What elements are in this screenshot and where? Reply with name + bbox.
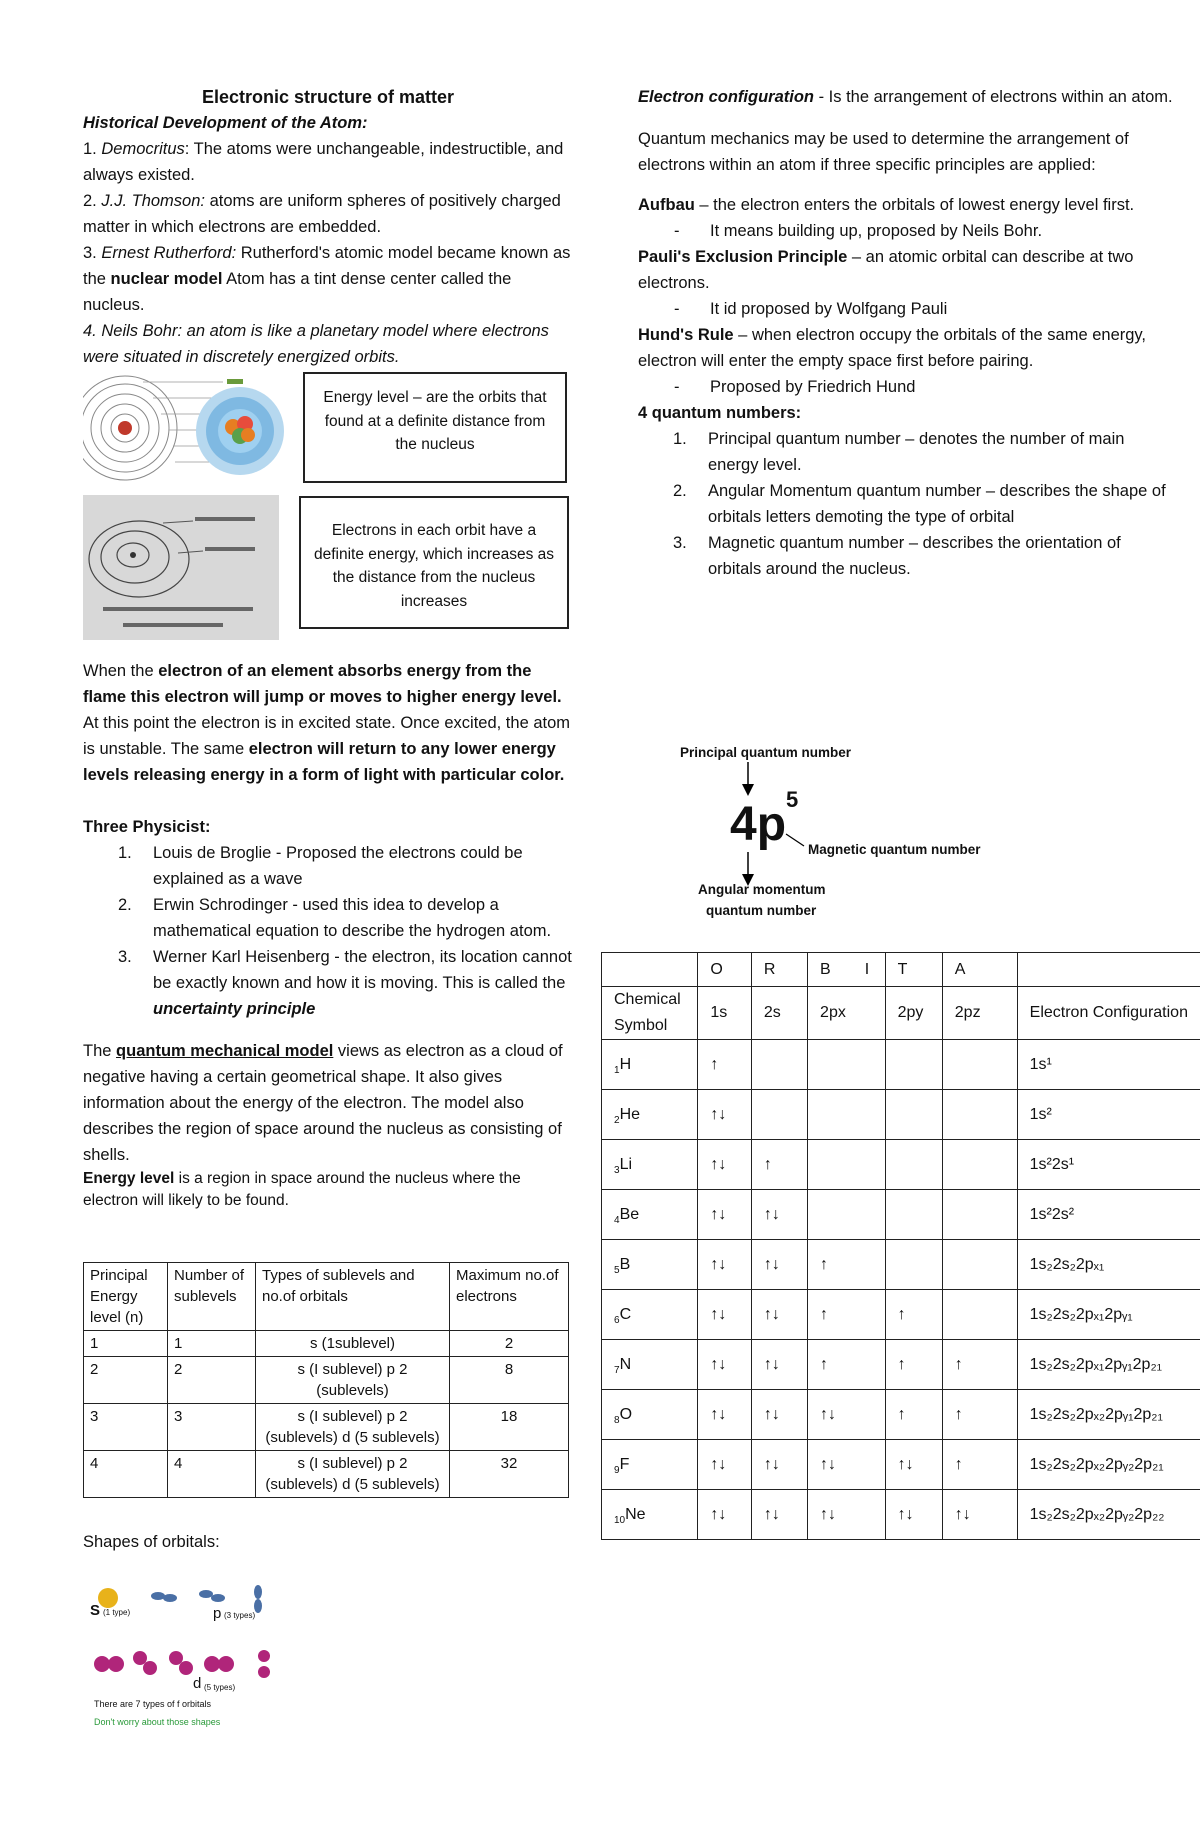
table-cell [885, 1340, 942, 1390]
table-cell: 2 [84, 1357, 168, 1404]
electron-configuration: 1s²2s² [1029, 1205, 1075, 1223]
bold-text-run: electron of an element absorbs energy from the flame this electron will jump or moves to higher energy level. [83, 662, 562, 706]
table-row [602, 1140, 1200, 1190]
orbital-arrows: ↑↓ [763, 1355, 780, 1373]
table-row [602, 1040, 1200, 1090]
table-cell: 18 [450, 1404, 569, 1451]
orbital-arrows: ↑↓ [710, 1355, 727, 1373]
electron-configuration: 1s¹ [1029, 1055, 1052, 1073]
column-header: Number of sublevels [168, 1263, 256, 1331]
electron-configuration-term: Electron configuration [638, 88, 815, 106]
table-cell [885, 1290, 942, 1340]
orbital-arrows: ↑ [897, 1355, 906, 1373]
electron-configuration: 1s₂2s₂2pₓ₁2pᵧ₁2p₂₁ [1029, 1355, 1163, 1373]
table-cell [602, 1290, 698, 1340]
note-text: Proposed by Friedrich Hund [710, 378, 916, 396]
history-item-text: : The atoms were unchangeable, indestructible, and always existed. [83, 140, 564, 184]
table-cell [698, 1390, 752, 1440]
element-symbol: F [619, 1455, 630, 1473]
table-row [602, 1290, 1200, 1340]
banner-letter: R [751, 953, 807, 987]
table-cell [942, 1090, 1017, 1140]
text-run: Werner Karl Heisenberg - the electron, its location cannot be exactly known and how it is moving. This is called the [153, 948, 572, 992]
scientist-name: J.J. Thomson: [101, 192, 205, 210]
aufbau-note [638, 218, 1178, 244]
table-cell: 4 [84, 1451, 168, 1498]
scientist-name: Neils Bohr [101, 322, 178, 340]
banner-letter: O [698, 953, 752, 987]
nuclear-model-term: nuclear model [110, 270, 223, 288]
orbital-arrows: ↑ [954, 1355, 963, 1373]
energy-levels-table [83, 1262, 569, 1498]
electron-configuration: 1s₂2s₂2pₓ₁2pᵧ₁ [1029, 1305, 1133, 1323]
table-row [84, 1451, 569, 1498]
pauli-principle [638, 244, 1178, 296]
table-cell [602, 1140, 698, 1190]
orbital-arrows: ↑↓ [710, 1155, 727, 1173]
dash-bullet: - [674, 300, 680, 318]
table-cell [885, 1090, 942, 1140]
orbital-arrows: ↑↓ [710, 1405, 727, 1423]
atomic-number: 4 [614, 1214, 620, 1226]
energy-level-definition [83, 1168, 573, 1212]
text-run: At this point the electron is in excited state. Once excited, the atom is unstable. The same [83, 714, 571, 758]
orbital-arrows: ↑ [763, 1155, 772, 1173]
element-symbol: N [619, 1355, 632, 1373]
atomic-number: 8 [614, 1414, 620, 1426]
table-cell [942, 1140, 1017, 1190]
d-orbital-note: (5 types) [204, 1683, 236, 1692]
banner-letter: B [820, 960, 831, 978]
history-item-2 [83, 188, 573, 240]
s-orbital-note: (1 type) [103, 1608, 131, 1617]
table-cell [942, 1240, 1017, 1290]
shapes-caption: Don't worry about those shapes [94, 1717, 221, 1727]
table-cell [698, 1440, 752, 1490]
note-text: It id proposed by Wolfgang Pauli [710, 300, 948, 318]
atomic-number: 2 [614, 1114, 620, 1126]
orbital-arrows: ↑↓ [710, 1105, 727, 1123]
p-orbital-note: (3 types) [224, 1611, 256, 1620]
bold-text-run: electron will return to any lower energy levels releasing energy in a form of light with particular color. [83, 740, 565, 784]
table-cell: 2 [450, 1331, 569, 1357]
history-item-text: atoms are uniform spheres of positively charged matter in which electrons are embedded. [83, 192, 561, 236]
orbital-arrows: ↑↓ [710, 1305, 727, 1323]
uncertainty-principle-term: uncertainty principle [153, 1000, 316, 1018]
table-cell [1017, 1390, 1200, 1440]
column-header: 1s [698, 987, 752, 1040]
shapes-label: Shapes of orbitals: [83, 1533, 220, 1551]
column-header: 2py [885, 987, 942, 1040]
orbital-arrows: ↑↓ [897, 1505, 914, 1523]
left-column [83, 84, 573, 370]
table-cell [808, 1140, 886, 1190]
list-item [638, 478, 1178, 530]
electron-configuration: 1s² [1029, 1105, 1052, 1123]
element-symbol: He [619, 1105, 641, 1123]
table-cell [1017, 1290, 1200, 1340]
dash-bullet: - [674, 378, 680, 396]
list-item [83, 892, 573, 944]
list-number: 1. [673, 430, 687, 448]
element-symbol: Ne [625, 1505, 646, 1523]
text-run: views as electron as a cloud of negative having a certain geometrical shape. It also gives information about the energy of the electron. The model also describes the region of space around the nucleus as consisting of shells. [83, 1042, 563, 1164]
history-item-text: : an atom is like a planetary model where electrons were situated in discretely energized orbits. [83, 322, 549, 366]
table-cell: 1 [168, 1331, 256, 1357]
quantum-model-term: quantum mechanical model [116, 1042, 334, 1060]
table-cell [942, 1390, 1017, 1440]
electron-orbit-callout: Electrons in each orbit have a definite energy, which increases as the distance from the nucleus increases [299, 496, 569, 629]
column-header: Maximum no.of electrons [450, 1263, 569, 1331]
text-run: – when electron occupy the orbitals of the same energy, electron will enter the empty space first before pairing. [638, 326, 1147, 370]
orbital-arrows: ↑ [820, 1355, 829, 1373]
table-cell [602, 1190, 698, 1240]
list-item [638, 426, 1178, 478]
table-cell [602, 953, 698, 987]
physicist-heading: Three Physicist: [83, 818, 211, 836]
orbital-arrows: ↑↓ [763, 1505, 780, 1523]
table-cell: s (I sublevel) p 2 (sublevels) d (5 sublevels) [256, 1451, 450, 1498]
column-header: Principal Energy level (n) [84, 1263, 168, 1331]
column-header: 2s [751, 987, 807, 1040]
list-number: 1. [118, 844, 132, 862]
column-header: Electron Configuration [1017, 987, 1200, 1040]
table-row [602, 1440, 1200, 1490]
element-symbol: Be [619, 1205, 640, 1223]
atomic-number: 5 [614, 1264, 620, 1276]
electron-configuration: 1s₂2s₂2pₓ₂2pᵧ₂2p₂₁ [1029, 1455, 1164, 1473]
table-cell [885, 1190, 942, 1240]
element-symbol: O [619, 1405, 633, 1423]
list-number: 3. [673, 534, 687, 552]
table-cell [751, 1240, 807, 1290]
table-row [84, 1404, 569, 1451]
table-cell [808, 1390, 886, 1440]
orbital-arrows: ↑↓ [710, 1455, 727, 1473]
table-cell [698, 1190, 752, 1240]
magnetic-quantum-label: Magnetic quantum number [808, 842, 981, 857]
table-cell [885, 1240, 942, 1290]
table-cell [751, 1140, 807, 1190]
table-cell: s (1sublevel) [256, 1331, 450, 1357]
orbital-arrows: ↑↓ [820, 1405, 837, 1423]
table-cell [698, 1140, 752, 1190]
list-text: Erwin Schrodinger - used this idea to develop a mathematical equation to describe the hydrogen atom. [153, 896, 552, 940]
energy-level-term: Energy level [83, 1170, 175, 1187]
energy-level-callout: Energy level – are the orbits that found at a definite distance from the nucleus [303, 372, 567, 483]
atomic-number: 9 [614, 1464, 620, 1476]
list-text: Magnetic quantum number – describes the orientation of orbitals around the nucleus. [708, 534, 1121, 578]
list-text: Principal quantum number – denotes the number of main energy level. [708, 430, 1125, 474]
table-cell [885, 1040, 942, 1090]
table-cell [942, 1040, 1017, 1090]
list-item [83, 840, 573, 892]
electron-count-superscript: 5 [786, 787, 799, 812]
banner-letter: A [942, 953, 1017, 987]
element-symbol: Li [619, 1155, 633, 1173]
table-cell: s (I sublevel) p 2 (sublevels) d (5 sublevels) [256, 1404, 450, 1451]
orbital-arrows: ↑↓ [710, 1205, 727, 1223]
angular-quantum-label-2: quantum number [706, 903, 817, 918]
column-header: 2pz [942, 987, 1017, 1040]
table-cell [751, 1290, 807, 1340]
table-cell [808, 1440, 886, 1490]
table-cell [808, 1290, 886, 1340]
atomic-number: 3 [614, 1164, 620, 1176]
quantum-mechanics-paragraph: Quantum mechanics may be used to determine the arrangement of electrons within an atom if three specific principles are applied: [638, 130, 1129, 174]
table-row [602, 1190, 1200, 1240]
hund-rule [638, 322, 1178, 374]
list-item [83, 944, 573, 1022]
table-cell [808, 1040, 886, 1090]
table-cell [751, 1090, 807, 1140]
energy-level-sketch [83, 495, 279, 640]
history-item-1 [83, 136, 573, 188]
history-heading: Historical Development of the Atom: [83, 114, 368, 132]
orbital-arrows: ↑ [710, 1055, 719, 1073]
table-cell [885, 1490, 942, 1540]
table-cell [1017, 1490, 1200, 1540]
orbital-arrows: ↑↓ [954, 1505, 971, 1523]
table-row [602, 1390, 1200, 1440]
column-header: 2px [808, 987, 886, 1040]
list-item [638, 530, 1178, 582]
orbital-arrows: ↑↓ [763, 1305, 780, 1323]
scientist-name: Democritus [101, 140, 185, 158]
table-cell [942, 1490, 1017, 1540]
table-row [602, 1240, 1200, 1290]
electron-configuration: 1s₂2s₂2pₓ₁ [1029, 1255, 1105, 1273]
quantum-numbers-list [638, 426, 1178, 582]
history-item-number: 1. [83, 140, 102, 158]
table-cell [942, 1190, 1017, 1240]
table-cell [698, 1040, 752, 1090]
orbital-rows [602, 1040, 1200, 1540]
history-item-number: 3. [83, 244, 102, 262]
column-header: Chemical Symbol [602, 987, 698, 1040]
history-item-3 [83, 240, 573, 318]
table-cell [808, 1240, 886, 1290]
electron-configuration: 1s²2s¹ [1029, 1155, 1075, 1173]
table-cell [698, 1490, 752, 1540]
text-run: is a region in space around the nucleus where the electron will likely to be found. [83, 1170, 521, 1209]
quantum-notation [730, 787, 799, 853]
table-cell [751, 1390, 807, 1440]
table-cell [698, 1290, 752, 1340]
orbital-arrows: ↑ [954, 1455, 963, 1473]
history-item-text: Atom has a tint dense center called the nucleus. [83, 270, 512, 314]
table-cell [942, 1340, 1017, 1390]
orbital-arrows: ↑↓ [763, 1205, 780, 1223]
list-text: Louis de Broglie - Proposed the electrons could be explained as a wave [153, 844, 523, 888]
element-symbol: H [619, 1055, 632, 1073]
atomic-number: 10 [614, 1514, 626, 1526]
table-cell [885, 1140, 942, 1190]
table-cell [602, 1390, 698, 1440]
hund-term: Hund's Rule [638, 326, 734, 344]
table-cell [751, 1490, 807, 1540]
list-number: 3. [118, 948, 132, 966]
table-cell [751, 1340, 807, 1390]
table-cell [602, 1490, 698, 1540]
left-column-lower [83, 658, 573, 1212]
table-row [602, 1340, 1200, 1390]
pauli-term: Pauli's Exclusion Principle [638, 248, 848, 266]
table-cell [1017, 1190, 1200, 1240]
atomic-number: 1 [614, 1064, 620, 1076]
orbital-arrows: ↑↓ [763, 1455, 780, 1473]
table-cell: s (I sublevel) p 2 (sublevels) [256, 1357, 450, 1404]
aufbau-term: Aufbau [638, 196, 695, 214]
table-row [84, 1331, 569, 1357]
angular-quantum-label-1: Angular momentum [698, 882, 826, 897]
quantum-model-paragraph [83, 1038, 573, 1168]
note-text: It means building up, proposed by Neils Bohr. [710, 222, 1043, 240]
table-cell [1017, 1140, 1200, 1190]
table-cell [942, 1440, 1017, 1490]
principal-quantum-label: Principal quantum number [680, 745, 852, 760]
orbital-arrows: ↑↓ [897, 1455, 914, 1473]
atomic-number: 6 [614, 1314, 620, 1326]
s-orbital-label: S [90, 1602, 101, 1619]
right-column [638, 84, 1178, 582]
banner-letter: I [864, 960, 870, 978]
orbital-arrows: ↑↓ [710, 1505, 727, 1523]
aufbau-principle [638, 192, 1178, 218]
electron-configuration: 1s₂2s₂2pₓ₂2pᵧ₁2p₂₁ [1029, 1405, 1163, 1423]
excited-state-paragraph [83, 658, 573, 788]
orbital-diagram-table [601, 952, 1200, 1540]
electron-configuration-definition [638, 84, 1178, 110]
physicist-list [83, 840, 573, 1022]
orbital-arrows: ↑↓ [820, 1505, 837, 1523]
history-item-text: Rutherford's atomic model became known as the [83, 244, 571, 288]
table-cell [808, 1190, 886, 1240]
history-item-number: 2. [83, 192, 102, 210]
electron-configuration: 1s₂2s₂2pₓ₂2pᵧ₂2p₂₂ [1029, 1505, 1165, 1523]
table-cell [698, 1090, 752, 1140]
table-cell [1017, 1090, 1200, 1140]
table-cell [808, 1340, 886, 1390]
table-cell [602, 1440, 698, 1490]
table-cell [1017, 1440, 1200, 1490]
orbital-arrows: ↑ [897, 1305, 906, 1323]
table-cell [602, 1090, 698, 1140]
table-cell [885, 1390, 942, 1440]
table-header-row [602, 987, 1200, 1040]
text-run: The [83, 1042, 117, 1060]
pauli-note [638, 296, 1178, 322]
table-cell: 3 [168, 1404, 256, 1451]
orbital-arrows: ↑ [897, 1405, 906, 1423]
table-cell [751, 1190, 807, 1240]
history-item-4 [83, 318, 573, 370]
text-run: - Is the arrangement of electrons within an atom. [814, 88, 1173, 106]
scientist-name: Ernest Rutherford: [101, 244, 237, 262]
table-row [84, 1357, 569, 1404]
page-title: Electronic structure of matter [201, 87, 455, 107]
table-cell [602, 1040, 698, 1090]
table-cell [751, 1440, 807, 1490]
table-cell [885, 1440, 942, 1490]
list-text [153, 944, 573, 1022]
banner-letter: T [885, 953, 942, 987]
orbital-banner-row [602, 953, 1200, 987]
table-cell [808, 1090, 886, 1140]
table-cell: 2 [168, 1357, 256, 1404]
orbital-arrows: ↑ [954, 1405, 963, 1423]
orbital-arrows: ↑ [820, 1305, 829, 1323]
element-symbol: B [619, 1255, 631, 1273]
table-cell [751, 1040, 807, 1090]
element-symbol: C [619, 1305, 632, 1323]
column-header: Types of sublevels and no.of orbitals [256, 1263, 450, 1331]
d-orbital-label: d [193, 1675, 202, 1692]
text-run: – an atomic orbital can describe at two electrons. [638, 248, 1134, 292]
table-cell [942, 1290, 1017, 1340]
orbital-arrows: ↑↓ [710, 1255, 727, 1273]
table-cell [1017, 1240, 1200, 1290]
table-cell: 3 [84, 1404, 168, 1451]
table-cell: 4 [168, 1451, 256, 1498]
atom-3d-model-image [195, 372, 285, 490]
list-text: Angular Momentum quantum number – describes the shape of orbitals letters demoting the type of orbital [708, 482, 1166, 526]
banner-cell [808, 953, 886, 987]
text-run: When the [83, 662, 159, 680]
history-item-number: 4. [83, 322, 102, 340]
table-cell: 32 [450, 1451, 569, 1498]
table-cell: 8 [450, 1357, 569, 1404]
orbital-arrows: ↑↓ [763, 1405, 780, 1423]
table-cell [602, 1340, 698, 1390]
orbital-arrows: ↑ [820, 1255, 829, 1273]
p-orbital-label: p [213, 1605, 222, 1622]
f-orbital-caption: There are 7 types of f orbitals [94, 1699, 212, 1709]
orbital-arrows: ↑↓ [763, 1255, 780, 1273]
quantum-numbers-heading: 4 quantum numbers: [638, 404, 802, 422]
atomic-number: 7 [614, 1364, 620, 1376]
text-run: – the electron enters the orbitals of lowest energy level first. [694, 196, 1135, 214]
table-header-row [84, 1263, 569, 1331]
table-cell: 1 [84, 1331, 168, 1357]
table-cell [808, 1490, 886, 1540]
table-cell [1017, 953, 1200, 987]
table-cell [698, 1240, 752, 1290]
dash-bullet: - [674, 222, 680, 240]
list-number: 2. [673, 482, 687, 500]
table-cell [698, 1340, 752, 1390]
table-row [602, 1090, 1200, 1140]
table-cell [1017, 1040, 1200, 1090]
hund-note [638, 374, 1178, 400]
table-cell [1017, 1340, 1200, 1390]
table-cell [602, 1240, 698, 1290]
list-number: 2. [118, 896, 132, 914]
orbital-arrows: ↑↓ [820, 1455, 837, 1473]
table-row [602, 1490, 1200, 1540]
orbital-symbol: 4p [730, 798, 787, 851]
